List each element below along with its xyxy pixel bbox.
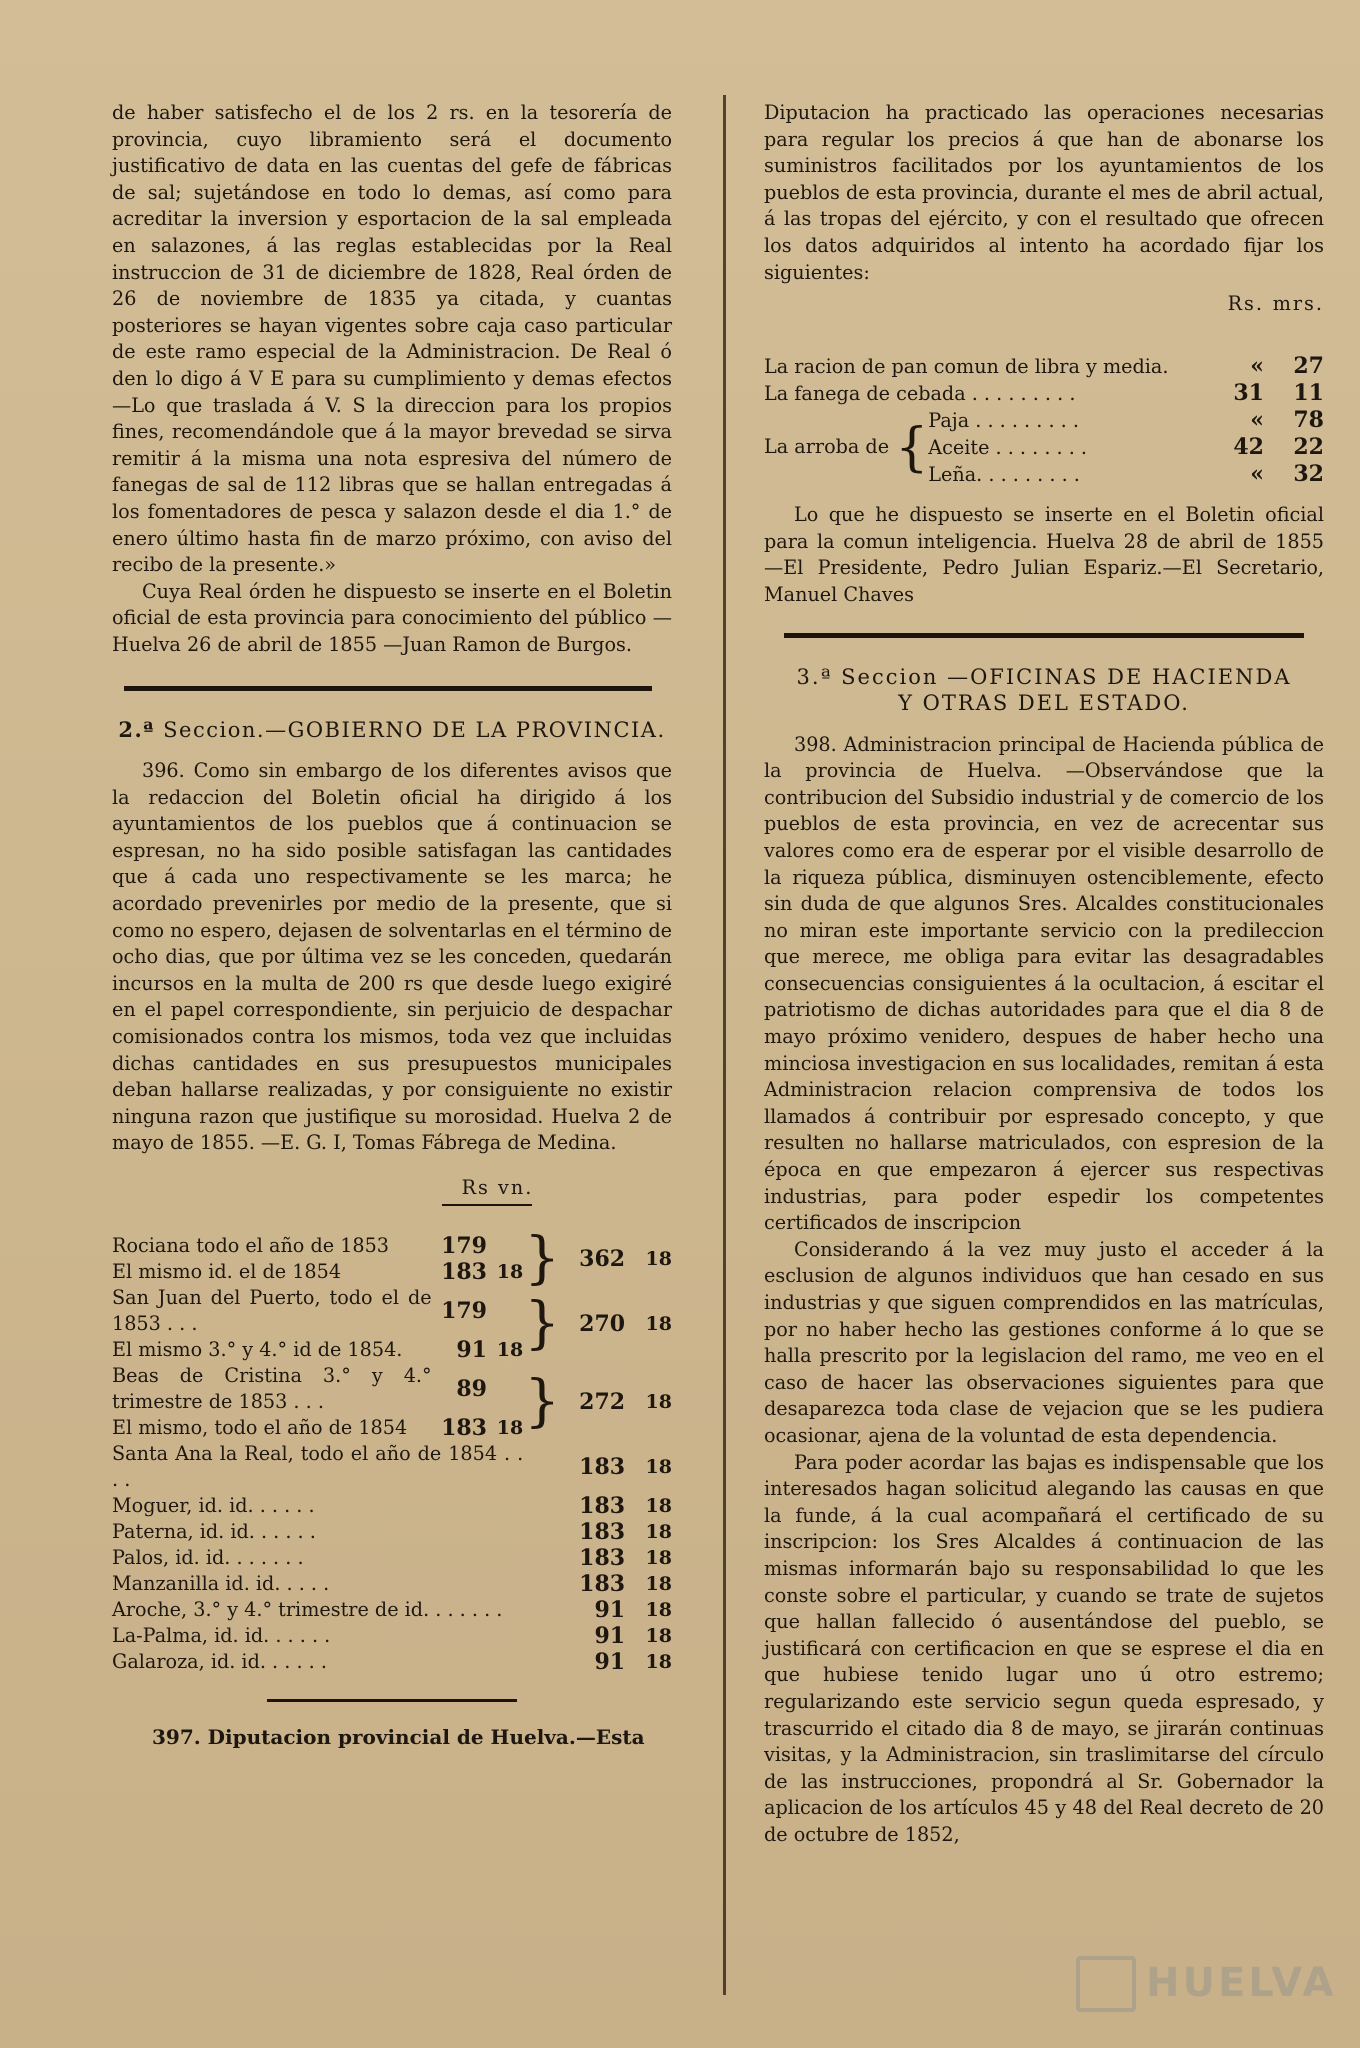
row-amount: 91 — [594, 1622, 626, 1649]
section-2-heading — [112, 717, 672, 744]
watermark-text: HUELVA — [1146, 1960, 1337, 2006]
group-total-cents: 18 — [645, 1312, 672, 1335]
table-row — [112, 1363, 672, 1415]
brace-icon: } — [524, 1368, 561, 1434]
paragraph-bajas: Para poder acordar las bajas es indispensable que los interesados hagan solicitud alegando las causas en que la funde, á la cual acompañará el certificado de su inscripcion: los Sres Alcaldes á continuacion de las mismas informarán bajo su responsabilidad lo que les conste sobre el particular, y cuando se trate de sujetos que hallan fallecido ó ausentándose del pueblo, se justificará con certificacion en que se esprese el dia en que hubiese tenido lugar uno ú otro estremo; regularizando este servicio segun queda espresado, y trascurrido el citado dia 8 de mayo, se jirarán continuas visitas, y la Administracion, sin traslimitarse del círculo de las instrucciones, propondrá al Sr. Gobernador la aplicacion de los artículos 45 y 48 del Real decreto de 20 de octubre de 1852, — [764, 1450, 1324, 1846]
price-label: Leña. . . . . . . . . — [928, 463, 1080, 487]
row-amount: 183 — [579, 1570, 626, 1597]
row-amount: 91 — [594, 1596, 626, 1623]
section-2-number: 2.ª — [118, 717, 155, 743]
row-amount: 183 — [441, 1414, 487, 1441]
price-mrs: 78 — [1293, 407, 1324, 434]
row-amount: 179 — [441, 1232, 487, 1259]
row-cents: 18 — [645, 1572, 672, 1595]
unit-rs: Rs. — [1227, 292, 1264, 316]
row-amount: 183 — [579, 1518, 626, 1545]
row-amount: 183 — [579, 1544, 626, 1571]
row-cents: 18 — [645, 1455, 672, 1478]
row-label: El mismo, todo el año de 1854 — [112, 1415, 408, 1439]
section-3-heading — [764, 664, 1324, 716]
row-label: Galaroza, id. id. . . . . . — [112, 1649, 327, 1673]
brace-icon: } — [524, 1225, 561, 1291]
row-label: El mismo id. el de 1854 — [112, 1259, 342, 1283]
row-cents: 18 — [496, 1338, 524, 1361]
price-rs: « — [1250, 407, 1264, 434]
row-cents — [487, 1233, 523, 1259]
paragraph-dispuesto: Lo que he dispuesto se inserte en el Boletin oficial para la comun inteligencia. Huelva 28 de abril de 1855 —El Presidente, Pedro Julian Espariz.—El Secretario, Manuel Chaves — [764, 503, 1324, 606]
unit-mrs: mrs. — [1272, 292, 1324, 316]
paragraph-real-orden: Cuya Real órden he dispuesto se inserte en el Boletin oficial de esta provincia para conocimiento del público —Huelva 26 de abril de 1855 —Juan Ramon de Burgos. — [112, 579, 672, 656]
row-amount: 179 — [441, 1297, 487, 1324]
table-unit-header: Rs vn. — [461, 1175, 534, 1199]
group-total: 272 — [579, 1388, 626, 1415]
table-row — [112, 1519, 672, 1545]
row-amount: 183 — [441, 1258, 487, 1285]
article-396: 396. Como sin embargo de los diferentes avisos que la redaccion del Boletin oficial ha dirigido á los ayuntamientos de los pueblos que á continuacion se espresan, no ha sido posible satisfagan las cantidades que á cada uno respectivamente se les marca; he acordado prevenirles por medio de la presente, que si como no espero, dejasen de solventarlas en el término de ocho dias, que por última vez se les conceden, quedarán incursos en la multa de 200 rs que desde luego exigiré en el papel correspondiente, sin perjuicio de despachar comisionados contra los mismos, toda vez que incluidas dichas cantidades en sus presupuestos municipales deban hallarse realizadas, y por consiguiente no existir ninguna razon que justifique su morosidad. Huelva 2 de mayo de 1855. —E. G. I, Tomas Fábrega de Medina. — [112, 759, 672, 1155]
price-rs: 42 — [1233, 434, 1264, 461]
row-cents: 18 — [645, 1650, 672, 1673]
price-label: La racion de pan comun de libra y media. — [764, 355, 1169, 379]
row-label: Moguer, id. id. . . . . . — [112, 1493, 315, 1517]
section-rule — [784, 633, 1304, 638]
paragraph-considerando: Considerando á la vez muy justo el acceder á la esclusion de algunos individuos que han cesado en sus industrias y que siguen comprendidos en las matrículas, por no haber hecho las gestiones conforme á lo que se halla prescrito por la legislacion del ramo, me veo en el caso de hacer las observaciones siguientes para que desaparezca toda clase de vejacion que se les pudiera ocasionar, ajena de la voluntad de esta dependencia. — [764, 1237, 1324, 1447]
row-cents — [487, 1285, 523, 1337]
left-column — [112, 100, 672, 1751]
price-label: Aceite . . . . . . . . — [928, 436, 1088, 460]
price-mrs: 11 — [1293, 380, 1324, 407]
price-row — [764, 380, 1324, 407]
price-rs: « — [1250, 353, 1264, 380]
right-column — [764, 100, 1324, 1848]
price-row — [764, 407, 1324, 434]
row-cents: 18 — [645, 1598, 672, 1621]
row-label: Manzanilla id. id. . . . . — [112, 1571, 330, 1595]
row-amount: 183 — [579, 1492, 626, 1519]
row-amount: 89 — [456, 1375, 487, 1402]
prices-table — [764, 290, 1324, 488]
row-cents: 18 — [645, 1546, 672, 1569]
row-cents — [487, 1363, 523, 1415]
group-total: 270 — [579, 1310, 626, 1337]
section-3-number: 3.ª — [796, 664, 833, 689]
price-mrs: 27 — [1293, 353, 1324, 380]
table-row — [112, 1493, 672, 1519]
table-row — [112, 1571, 672, 1597]
debts-table — [112, 1175, 672, 1675]
row-label: Beas de Cristina 3.° y 4.° trimestre de 1853 . . . — [112, 1363, 432, 1413]
row-cents: 18 — [645, 1624, 672, 1647]
price-mrs: 22 — [1293, 434, 1324, 461]
section-3-title-line1: Seccion —OFICINAS DE HACIENDA — [841, 664, 1292, 689]
group-total-cents: 18 — [645, 1390, 672, 1413]
row-label: Palos, id. id. . . . . . . — [112, 1545, 304, 1569]
section-2-title: Seccion.—GOBIERNO DE LA PROVINCIA. — [163, 718, 666, 743]
table-row — [112, 1545, 672, 1571]
group-total-cents: 18 — [645, 1247, 672, 1270]
row-label: Rociana todo el año de 1853 — [112, 1233, 390, 1257]
article-398: 398. Administracion principal de Hacienda pública de la provincia de Huelva. —Observándose que la contribucion del Subsidio industrial y de comercio de los pueblos de esta provincia, en vez de acrecentar sus valores como era de esperar por el visible desarrollo de la riqueza pública, disminuyen ostenciblemente, efecto sin duda de que algunos Sres. Alcaldes constitucionales no miran este importante servicio con la predileccion que merece, me obliga para evitar las desagradables consecuencias consiguientes á la ocultacion, á escitar el patriotismo de dichas autoridades para que el dia 8 de mayo próximo venidero, despues de haber hecho una minciosa investigacion en sus localidades, remitan á esta Administracion relacion comprensiva de todos los llamados á contribuir por espresado concepto, y que resulten no hallarse matriculados, con espresion de la época en que empezaron á ejercer sus respectivas industrias, para poder espedir los competentes certificados de inscripcion — [764, 732, 1324, 1235]
group-total: 362 — [579, 1245, 626, 1272]
table-row — [112, 1623, 672, 1649]
column-divider — [723, 95, 726, 1995]
table-row — [112, 1441, 672, 1493]
table-row — [112, 1649, 672, 1675]
row-cents: 18 — [645, 1520, 672, 1543]
row-cents: 18 — [496, 1260, 524, 1283]
row-label: Aroche, 3.° y 4.° trimestre de id. . . . . . . — [112, 1597, 503, 1621]
price-label: La fanega de cebada . . . . . . . . . — [764, 382, 1076, 406]
price-rs: 31 — [1233, 380, 1264, 407]
paragraph-diputacion: Diputacion ha practicado las operaciones necesarias para regular los precios á que han de abonarse los suministros facilitados por los ayuntamientos de los pueblos de esta provincia, durante el mes de abril actual, á las tropas del ejército, y con el resultado que ofrecen los datos adquiridos al intento ha acordado fijar los siguientes: — [764, 101, 1324, 284]
row-amount: 183 — [579, 1453, 626, 1480]
logo-icon — [1076, 1956, 1136, 2012]
brace-icon: { — [895, 417, 929, 478]
row-amount: 91 — [594, 1648, 626, 1675]
section-3-title-line2: Y OTRAS DEL ESTADO. — [898, 690, 1190, 715]
row-label: La-Palma, id. id. . . . . . — [112, 1623, 331, 1647]
row-label: Paterna, id. id. . . . . . — [112, 1519, 316, 1543]
short-rule — [267, 1699, 517, 1702]
row-label: El mismo 3.° y 4.° id de 1854. — [112, 1337, 403, 1361]
arroba-label: La arroba de { — [764, 417, 929, 478]
row-label: San Juan del Puerto, todo el de 1853 . . . — [112, 1285, 432, 1335]
article-397-start: 397. Diputacion provincial de Huelva.—Esta — [152, 1724, 645, 1749]
table-row — [112, 1597, 672, 1623]
price-row — [764, 353, 1324, 380]
row-cents: 18 — [645, 1494, 672, 1517]
paragraph-continuation: de haber satisfecho el de los 2 rs. en la tesorería de provincia, cuyo libramiento será el documento justificativo de data en las cuentas del gefe de fábricas de sal; sujetándose en todo lo demas, así como para acreditar la inversion y esportacion de la sal empleada en salazones, á las reglas establecidas por la Real instruccion de 31 de diciembre de 1828, Real órden de 26 de noviembre de 1835 ya citada, y cuantas posteriores se hayan vigentes sobre caja caso particular de este ramo especial de la Administracion. De Real ó den lo digo á V E para su cumplimiento y demas efectos —Lo que traslada á V. S la direccion para los propios fines, recomendándole que á la mayor brevedad se sirva remitir á la misma una nota espresiva del número de fanegas de sal de 112 libras que se hallan entregadas á los fomentadores de pesca y salazon desde el dia 1.° de enero último hasta fin de marzo próximo, con aviso del recibo de la presente.» — [112, 101, 672, 577]
price-rs: « — [1250, 461, 1264, 488]
price-mrs: 32 — [1293, 461, 1324, 488]
row-label: Santa Ana la Real, todo el año de 1854 . . . . — [112, 1441, 524, 1491]
row-amount: 91 — [456, 1336, 487, 1363]
table-row — [112, 1233, 672, 1259]
brace-icon: } — [524, 1290, 561, 1356]
archive-watermark — [1076, 1950, 1337, 2010]
price-label: Paja . . . . . . . . . — [928, 409, 1079, 433]
table-row — [112, 1285, 672, 1337]
section-rule — [124, 686, 652, 691]
row-cents: 18 — [496, 1416, 524, 1439]
